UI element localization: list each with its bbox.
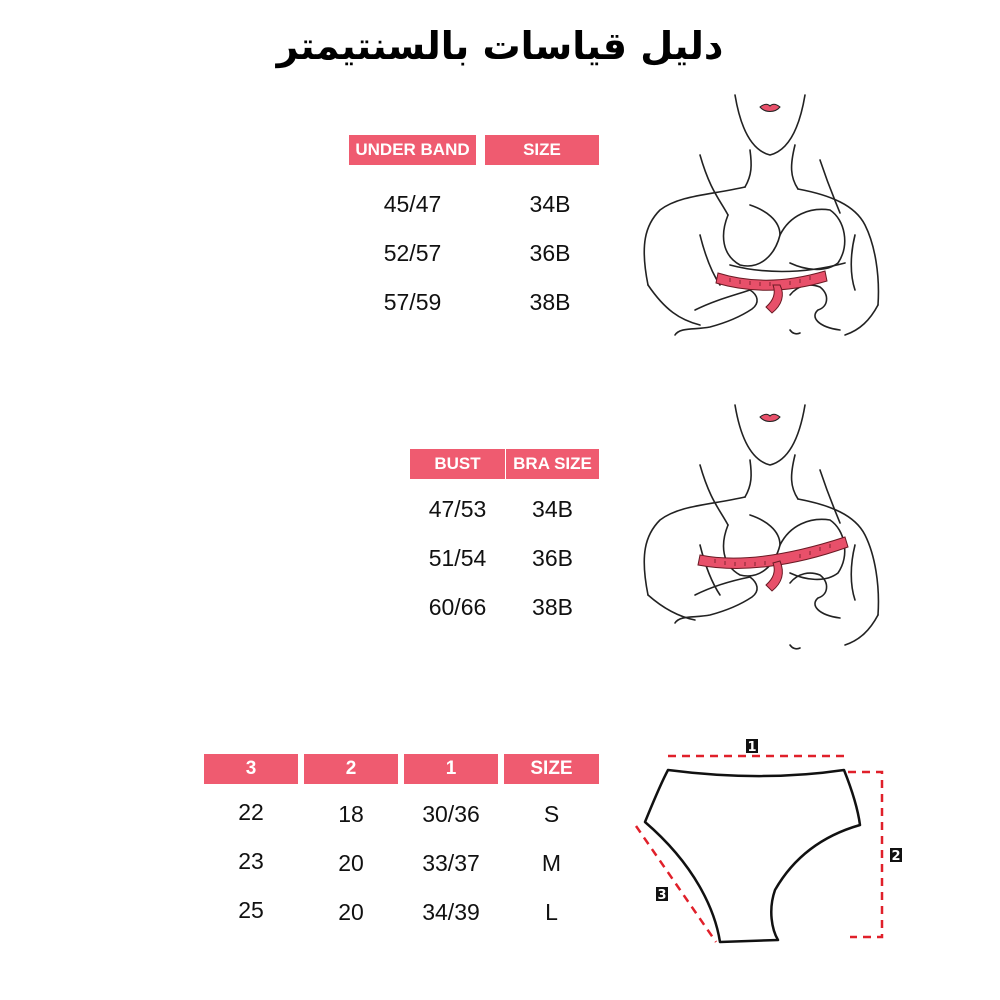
briefs-measure-diagram (620, 730, 920, 960)
measure-2-value: 18 (338, 801, 364, 827)
header-bust: BUST (410, 449, 505, 479)
size-value: L (545, 899, 558, 925)
header-under-band: UNDER BAND (349, 135, 476, 165)
header-measure-2: 2 (304, 754, 398, 784)
label-1: 1 (747, 740, 757, 755)
underband-value: 57/59 (383, 289, 442, 315)
size-value: S (543, 801, 560, 827)
measure-1-value: 33/37 (422, 850, 480, 876)
label-2: 2 (891, 849, 901, 864)
bra-size-value: 36B (532, 545, 573, 571)
bra-size-value: 34B (532, 496, 573, 522)
header-measure-1: 1 (404, 754, 498, 784)
size-value: 38B (529, 289, 571, 315)
measure-3-value: 23 (238, 848, 264, 874)
bust-value: 60/66 (428, 594, 487, 620)
measure-3-value: 22 (238, 799, 264, 825)
measure-2-value: 20 (338, 850, 364, 876)
measure-2-value: 20 (338, 899, 364, 925)
size-value: M (541, 850, 562, 876)
underband-measure-illustration (640, 95, 890, 345)
header-size: SIZE (485, 135, 599, 165)
header-measure-3: 3 (204, 754, 298, 784)
underband-value: 52/57 (383, 240, 442, 266)
header-bra-size: BRA SIZE (506, 449, 599, 479)
measure-3-value: 25 (238, 897, 264, 923)
measure-1-value: 30/36 (422, 801, 480, 827)
bra-size-value: 38B (532, 594, 573, 620)
size-value: 34B (529, 191, 571, 217)
bust-measure-illustration (640, 405, 890, 655)
measure-1-value: 34/39 (422, 899, 480, 925)
label-3: 3 (657, 888, 667, 903)
bust-value: 47/53 (428, 496, 487, 522)
size-value: 36B (529, 240, 571, 266)
underband-value: 45/47 (383, 191, 442, 217)
page-title: دليل قياسات بالسنتيمتر (276, 24, 724, 68)
header-size: SIZE (504, 754, 599, 784)
bust-value: 51/54 (428, 545, 487, 571)
